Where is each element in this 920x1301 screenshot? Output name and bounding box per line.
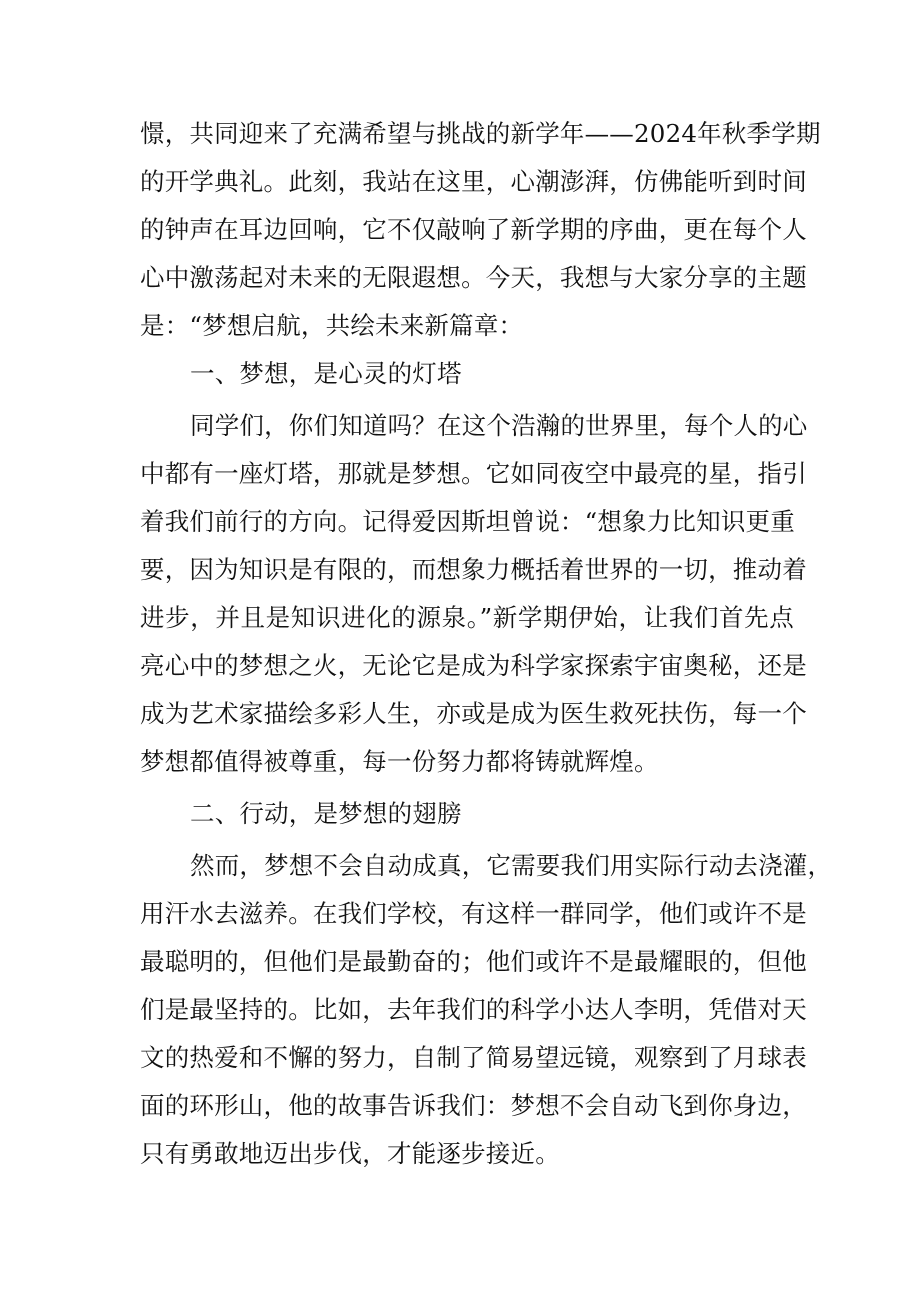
text-line: 要，因为知识是有限的，而想象力概括着世界的一切，推动着 (140, 555, 807, 584)
section-2-paragraph (140, 842, 833, 1178)
text-line: 心中激荡起对未来的无限遐想。今天，我想与大家分享的主题 (140, 263, 807, 292)
text-line: 最聪明的，但他们是最勤奋的；他们或许不是最耀眼的，但他 (140, 947, 807, 976)
text-line: 然而，梦想不会自动成真，它需要我们用实际行动去浇灌， (190, 851, 833, 880)
intro-paragraph (140, 110, 821, 350)
section-heading-2: 二、行动，是梦想的翅膀 (190, 799, 462, 828)
text-line: 梦想都值得被尊重，每一份努力都将铸就辉煌。 (140, 747, 659, 776)
text-line: 着我们前行的方向。记得爱因斯坦曾说：“想象力比知识更重 (140, 507, 795, 536)
text-line: 是：“梦想启航，共绘未来新篇章： (140, 311, 524, 340)
text-line: 憬，共同迎来了充满希望与挑战的新学年——2024年秋季学期 (140, 119, 821, 148)
text-line: 中都有一座灯塔，那就是梦想。它如同夜空中最亮的星，指引 (140, 459, 807, 488)
text-line: 进步，并且是知识进化的源泉。”新学期伊始，让我们首先点 (140, 603, 794, 632)
document-body (140, 110, 833, 1178)
text-line: 同学们，你们知道吗？在这个浩瀚的世界里，每个人的心 (190, 411, 808, 440)
text-line: 用汗水去滋养。在我们学校，有这样一群同学，他们或许不是 (140, 899, 807, 928)
text-line: 成为艺术家描绘多彩人生，亦或是成为医生救死扶伤，每一个 (140, 699, 807, 728)
text-line: 亮心中的梦想之火，无论它是成为科学家探索宇宙奥秘，还是 (140, 651, 807, 680)
section-heading-1: 一、梦想，是心灵的灯塔 (190, 359, 462, 388)
text-line: 面的环形山，他的故事告诉我们：梦想不会自动飞到你身边， (140, 1091, 807, 1120)
text-line: 们是最坚持的。比如，去年我们的科学小达人李明，凭借对天 (140, 995, 807, 1024)
text-line: 的开学典礼。此刻，我站在这里，心潮澎湃，仿佛能听到时间 (140, 167, 807, 196)
text-line: 文的热爱和不懈的努力，自制了简易望远镜，观察到了月球表 (140, 1043, 807, 1072)
section-1-paragraph (140, 402, 808, 786)
text-line: 的钟声在耳边回响，它不仅敲响了新学期的序曲，更在每个人 (140, 215, 807, 244)
text-line: 只有勇敢地迈出步伐，才能逐步接近。 (140, 1139, 560, 1168)
